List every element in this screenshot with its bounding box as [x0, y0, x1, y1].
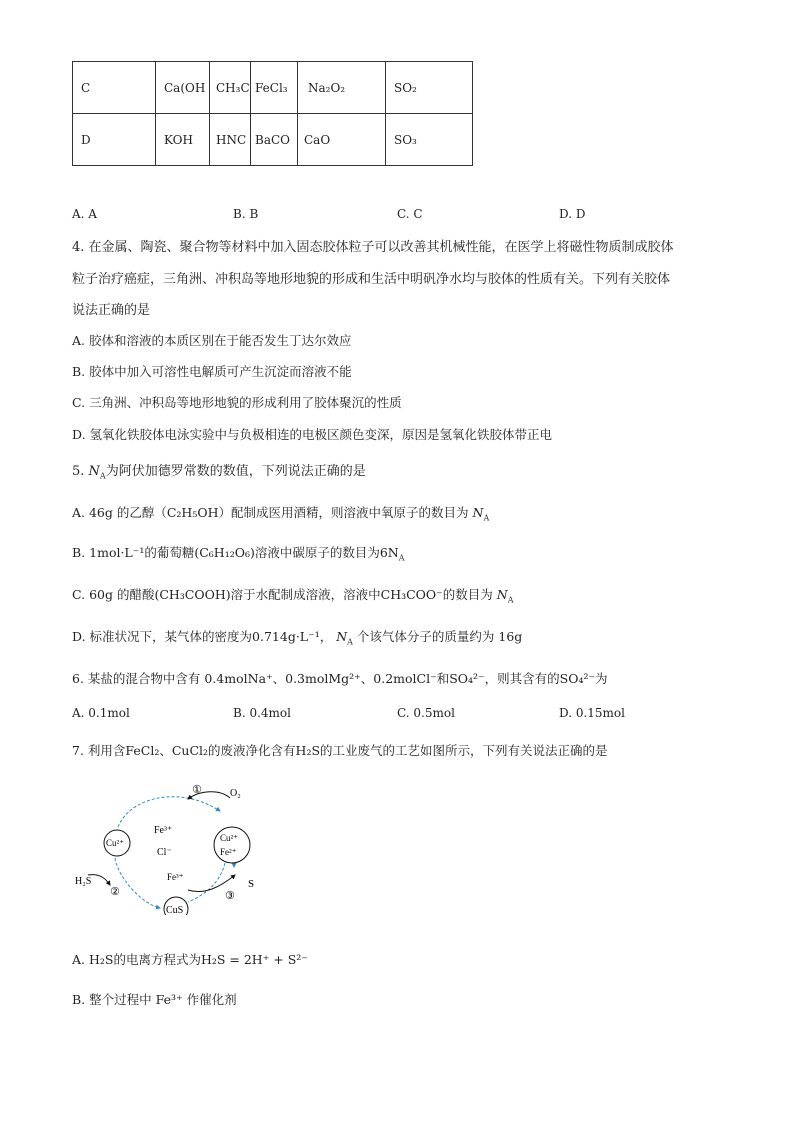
step-3-label: ③	[225, 889, 235, 902]
answer-table	[72, 61, 473, 166]
q4-stem-line1: 4. 在金属、陶瓷、聚合物等材料中加入固态胶体粒子可以改善其机械性能，在医学上将磁性物质制成胶体	[72, 240, 674, 255]
table-cell: SO₂	[386, 62, 473, 114]
table-row	[73, 114, 473, 166]
q4-option-c: C. 三角洲、冲积岛等地形地貌的形成利用了胶体聚沉的性质	[72, 395, 402, 410]
q5-option-c: C. 60g 的醋酸(CH₃COOH)溶于水配制成溶液，溶液中CH₃COO⁻的数目为 $N_A$	[72, 587, 514, 605]
q7-option-b: B. 整个过程中 Fe³⁺ 作催化剂	[72, 992, 237, 1007]
table-cell: SO₃	[386, 114, 473, 166]
step-1-label: ①	[192, 783, 202, 796]
cycle-arrow-left	[115, 858, 160, 908]
h2s-arrow	[88, 875, 110, 885]
fe3-label: Fe³⁺	[167, 872, 184, 882]
q6-option-d: D. 0.15mol	[559, 706, 625, 720]
s-label: S	[248, 878, 255, 890]
q5-option-d: D. 标准状况下，某气体的密度为0.714g·L⁻¹， $N_A$ 个该气体分子的质量约为 16g	[72, 629, 523, 647]
h2s-label: H₂S	[75, 876, 92, 887]
table-row	[73, 62, 473, 114]
q7-option-a: A. H₂S的电离方程式为H₂S = 2H⁺ + S²⁻	[72, 952, 308, 967]
q5-stem: 5. $N_A$为阿伏加德罗常数的数值，下列说法正确的是	[72, 464, 366, 481]
row-label: D	[73, 114, 156, 166]
center-fe3-label: Fe³⁺	[154, 825, 173, 836]
q6-option-a: A. 0.1mol	[72, 706, 130, 720]
q5-option-a: A. 46g 的乙醇（C₂H₅OH）配制成医用酒精，则溶液中氧原子的数目为 $N_A$	[72, 505, 490, 523]
q3-option-b: B. B	[233, 207, 259, 221]
process-diagram	[70, 775, 270, 915]
table-cell: CH₃C	[210, 62, 251, 114]
cu-label: Cu²⁺	[106, 838, 124, 848]
step-2-label: ②	[110, 885, 120, 898]
q7-stem: 7. 利用含FeCl₂、CuCl₂的废液净化含有H₂S的工业废气的工艺如图所示，下列有关说法正确的是	[72, 743, 608, 758]
table-cell: BaCO	[251, 114, 298, 166]
table-cell: HNC	[210, 114, 251, 166]
center-cl-label: Cl⁻	[157, 847, 172, 858]
q4-option-b: B. 胶体中加入可溶性电解质可产生沉淀而溶液不能	[72, 364, 352, 379]
table-cell: Na₂O₂	[298, 62, 386, 114]
q6-stem: 6. 某盐的混合物中含有 0.4molNa⁺、0.3molMg²⁺、0.2molCl⁻和SO₄²⁻，则其含有的SO₄²⁻为	[72, 671, 608, 686]
q4-stem-line3: 说法正确的是	[72, 303, 151, 318]
table-cell: Ca(OH	[156, 62, 210, 114]
row-label: C	[73, 62, 156, 114]
table-cell: FeCl₃	[251, 62, 298, 114]
q3-option-c: C. C	[397, 207, 423, 221]
q4-stem-line2: 粒子治疗癌症，三角洲、冲积岛等地形地貌的形成和生活中明矾净水均与胶体的性质有关。下列有关胶体	[72, 272, 671, 287]
q4-option-a: A. 胶体和溶液的本质区别在于能否发生丁达尔效应	[72, 333, 352, 348]
cycle-arrow-top	[118, 797, 220, 827]
table-cell: KOH	[156, 114, 210, 166]
cus-label: CuS	[166, 905, 184, 915]
q3-option-a: A. A	[72, 207, 97, 221]
table-cell: CaO	[298, 114, 386, 166]
cycle-arrow-right	[188, 863, 225, 902]
right-fe-label: Fe²⁺	[220, 847, 237, 857]
q6-option-b: B. 0.4mol	[233, 706, 291, 720]
o2-label: O₂	[230, 788, 241, 799]
q3-option-d: D. D	[559, 207, 586, 221]
right-cu-label: Cu²⁺	[220, 833, 238, 843]
q6-option-c: C. 0.5mol	[397, 706, 455, 720]
q5-option-b: B. 1mol·L⁻¹的葡萄糖(C₆H₁₂O₆)溶液中碳原子的数目为$6N_A$	[72, 545, 405, 563]
q4-option-d: D. 氢氧化铁胶体电泳实验中与负极相连的电极区颜色变深，原因是氢氧化铁胶体带正电	[72, 427, 553, 442]
